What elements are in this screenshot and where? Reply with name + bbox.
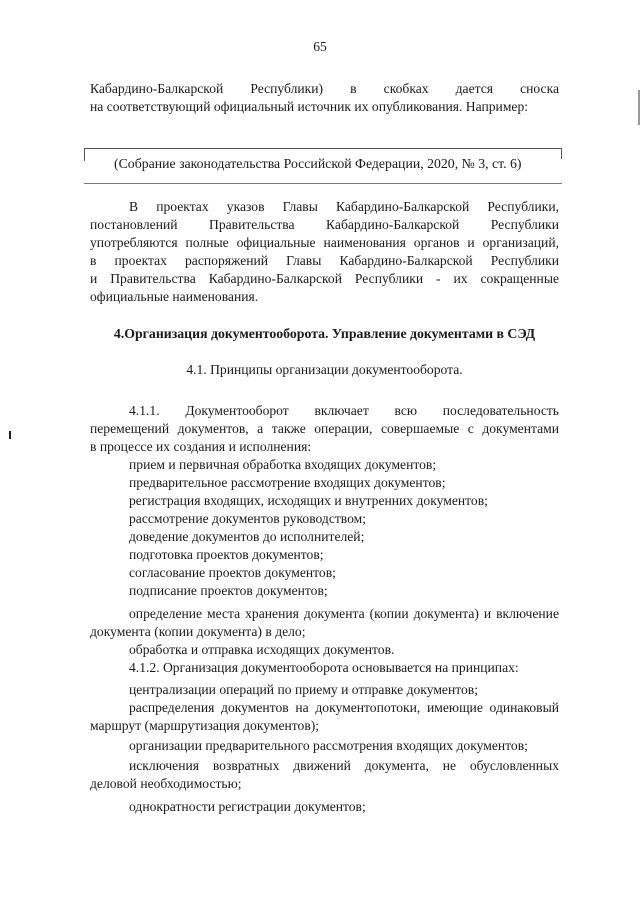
list-item: распределения документов на документопотоки, имеющие одинаковый (129, 700, 559, 715)
paragraph-line: 4.1.1. Документооборот включает всю последовательность (129, 403, 559, 418)
list-item-continuation: маршрут (маршрутизация документов); (90, 718, 320, 733)
paragraph-line: и Правительства Кабардино-Балкарской Республики - их сокращенные (90, 271, 559, 286)
paragraph-line: постановлений Правительства Кабардино-Балкарской Республики (90, 217, 559, 232)
paragraph-line: употребляются полные официальные наименования органов и организаций, (90, 235, 559, 250)
list-item: централизации операций по приему и отправке документов; (129, 682, 478, 697)
list-item: согласование проектов документов; (129, 565, 336, 580)
list-item-continuation: деловой необходимостью; (90, 776, 242, 791)
paragraph-line: официальные наименования. (90, 289, 259, 304)
paragraph-line: в процессе их создания и исполнения: (90, 439, 312, 454)
citation-text: (Собрание законодательства Российской Федерации, 2020, № 3, ст. 6) (114, 156, 522, 171)
paragraph-line: В проектах указов Главы Кабардино-Балкарской Республики, (129, 199, 559, 214)
paragraph-line: перемещений документов, а также операции, совершаемые с документами (90, 421, 559, 436)
list-item: обработка и отправка исходящих документов. (129, 642, 395, 657)
list-item: подписание проектов документов; (129, 583, 328, 598)
subsection-heading: 4.1. Принципы организации документооборота. (186, 362, 463, 377)
list-item: однократности регистрации документов; (129, 799, 366, 814)
list-item: определение места хранения документа (копии документа) и включение (129, 606, 559, 621)
list-item: предварительное рассмотрение входящих документов; (129, 475, 446, 490)
list-item: доведение документов до исполнителей; (129, 529, 365, 544)
list-item: организации предварительного рассмотрения входящих документов; (129, 738, 528, 753)
list-item: подготовка проектов документов; (129, 547, 324, 562)
list-item-continuation: документа (копии документа) в дело; (90, 624, 306, 639)
list-item: регистрация входящих, исходящих и внутренних документов; (129, 493, 488, 508)
page-number: 65 (313, 39, 327, 54)
paragraph-line: 4.1.2. Организация документооборота основывается на принципах: (129, 660, 519, 675)
list-item: прием и первичная обработка входящих документов; (129, 457, 437, 472)
paragraph-line: на соответствующий официальный источник их опубликования. Например: (90, 99, 529, 114)
paragraph-line: в проектах распоряжений Главы Кабардино-Балкарской Республики (90, 253, 559, 268)
list-item: исключения возвратных движений документа, не обусловленных (129, 758, 559, 773)
list-item: рассмотрение документов руководством; (129, 511, 367, 526)
section-heading: 4.Организация документооборота. Управление документами в СЭД (113, 326, 536, 341)
scan-mark (9, 431, 11, 439)
paragraph-line: Кабардино-Балкарской Республики) в скобках дается сноска (90, 81, 559, 96)
